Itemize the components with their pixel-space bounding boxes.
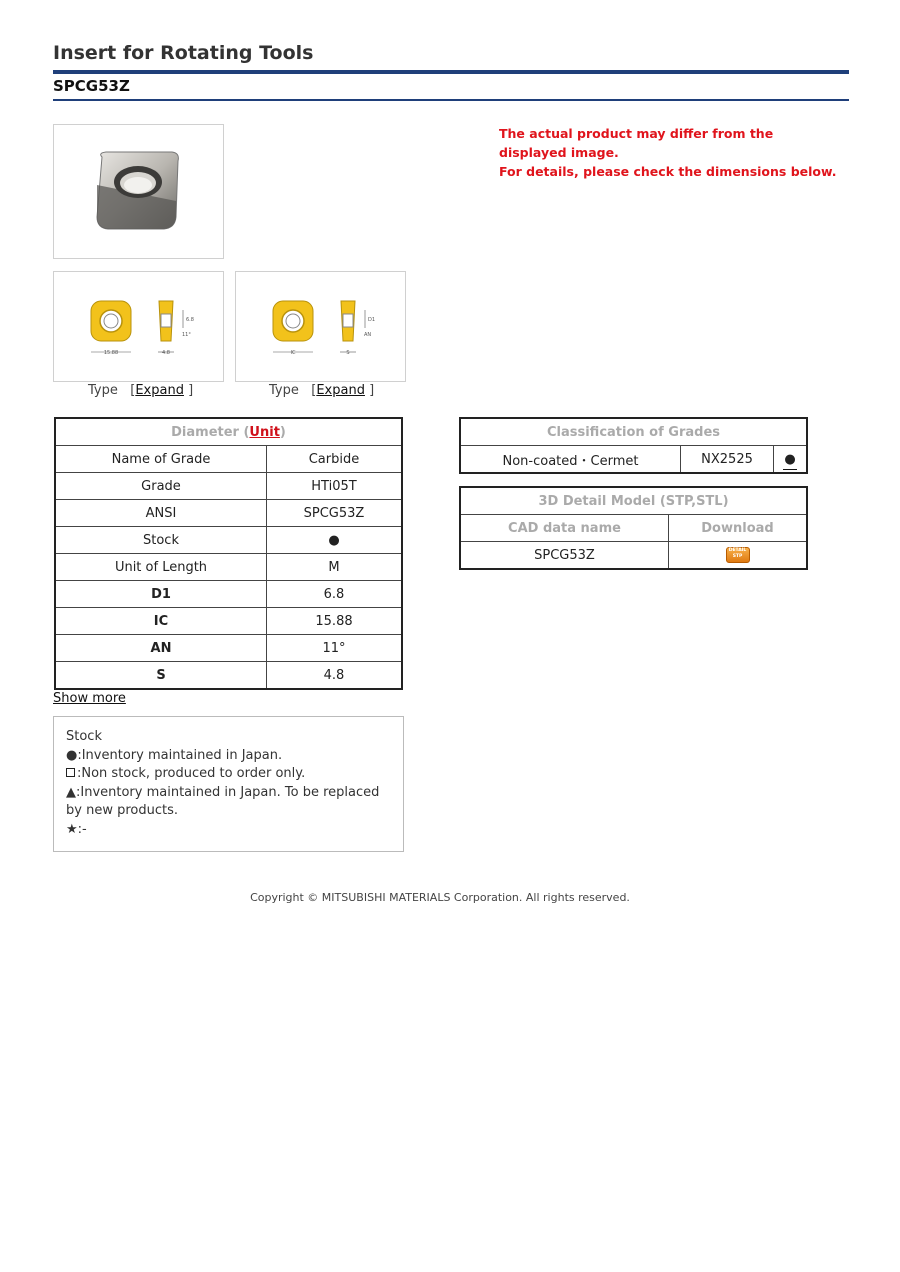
type-expand-row-1: Type [Expand ] [88, 383, 194, 398]
type-label: Type [269, 383, 299, 398]
show-more-link[interactable]: Show more [53, 691, 126, 706]
expand-link-1[interactable]: Expand [135, 383, 184, 398]
cad-table-header: 3D Detail Model (STP,STL) [460, 487, 807, 515]
star-icon: ★ [66, 821, 78, 837]
spec-table-header: Diameter (Unit) [55, 418, 402, 446]
diagram1-dim-bottom-left: 15.88 [103, 350, 119, 356]
legend-item-non-stock: :Non stock, produced to order only. [66, 765, 391, 784]
grade-name: NX2525 [681, 446, 774, 474]
product-code: SPCG53Z [53, 77, 130, 95]
grade-category: Non-coated・Cermet [460, 446, 681, 474]
diagram1-dim-right: 6.8 [186, 317, 194, 323]
title-divider [53, 70, 849, 74]
filled-circle-icon: ● [66, 747, 78, 763]
legend-title: Stock [66, 729, 102, 744]
cad-col-name: CAD data name [460, 515, 669, 542]
legend-item-replaced: ▲:Inventory maintained in Japan. To be replaced by new products. [66, 784, 380, 818]
diagram2-dim-bottom-right: S [346, 350, 350, 356]
diagram2-angle: AN [364, 332, 372, 338]
table-row: ANSI SPCG53Z [55, 500, 402, 527]
type-label: Type [88, 383, 118, 398]
grades-table [459, 417, 808, 474]
table-row: S 4.8 [55, 662, 402, 690]
download-cell [669, 542, 808, 570]
table-row: D1 6.8 [55, 581, 402, 608]
page-title: Insert for Rotating Tools [53, 42, 314, 64]
cad-table [459, 486, 808, 570]
dimension-diagram-values [53, 271, 224, 382]
table-row [460, 446, 807, 474]
copyright: Copyright © MITSUBISHI MATERIALS Corporation. All rights reserved. [250, 891, 630, 904]
table-row: Name of Grade Carbide [55, 446, 402, 473]
table-row [460, 542, 807, 570]
expand-link-2[interactable]: Expand [316, 383, 365, 398]
legend-item-in-stock: ●:Inventory maintained in Japan. [66, 747, 283, 763]
product-image-notice [499, 124, 839, 181]
notice-line-2: For details, please check the dimensions below. [499, 164, 837, 179]
diagram2-dim-bottom-left: IC [290, 350, 296, 356]
diagram1-angle: 11° [182, 332, 191, 338]
table-row: AN 11° [55, 635, 402, 662]
legend-item-star: ★:- [66, 821, 87, 837]
stock-indicator: ● [267, 527, 403, 554]
grades-table-header: Classification of Grades [460, 418, 807, 446]
dimension-diagram-symbols [235, 271, 406, 382]
cad-data-name: SPCG53Z [460, 542, 669, 570]
spec-table [54, 417, 403, 690]
grade-stock-indicator: ● [784, 451, 796, 467]
cad-col-download: Download [669, 515, 808, 542]
grade-stock-cell [774, 446, 808, 474]
table-row: Unit of Length M [55, 554, 402, 581]
unit-link[interactable]: Unit [249, 424, 280, 440]
triangle-icon: ▲ [66, 784, 76, 800]
notice-line-1: The actual product may differ from the displayed image. [499, 126, 774, 160]
code-divider [53, 99, 849, 101]
download-stp-button[interactable]: DETAIL STP [726, 547, 750, 563]
stock-legend [53, 716, 404, 852]
product-photo [53, 124, 224, 259]
table-row: Stock ● [55, 527, 402, 554]
table-row: IC 15.88 [55, 608, 402, 635]
type-expand-row-2: Type [Expand ] [269, 383, 375, 398]
diagram1-dim-bottom-right: 4.8 [162, 350, 170, 356]
diagram2-dim-right: D1 [368, 317, 376, 323]
table-row: Grade HTi05T [55, 473, 402, 500]
square-icon [66, 768, 75, 777]
